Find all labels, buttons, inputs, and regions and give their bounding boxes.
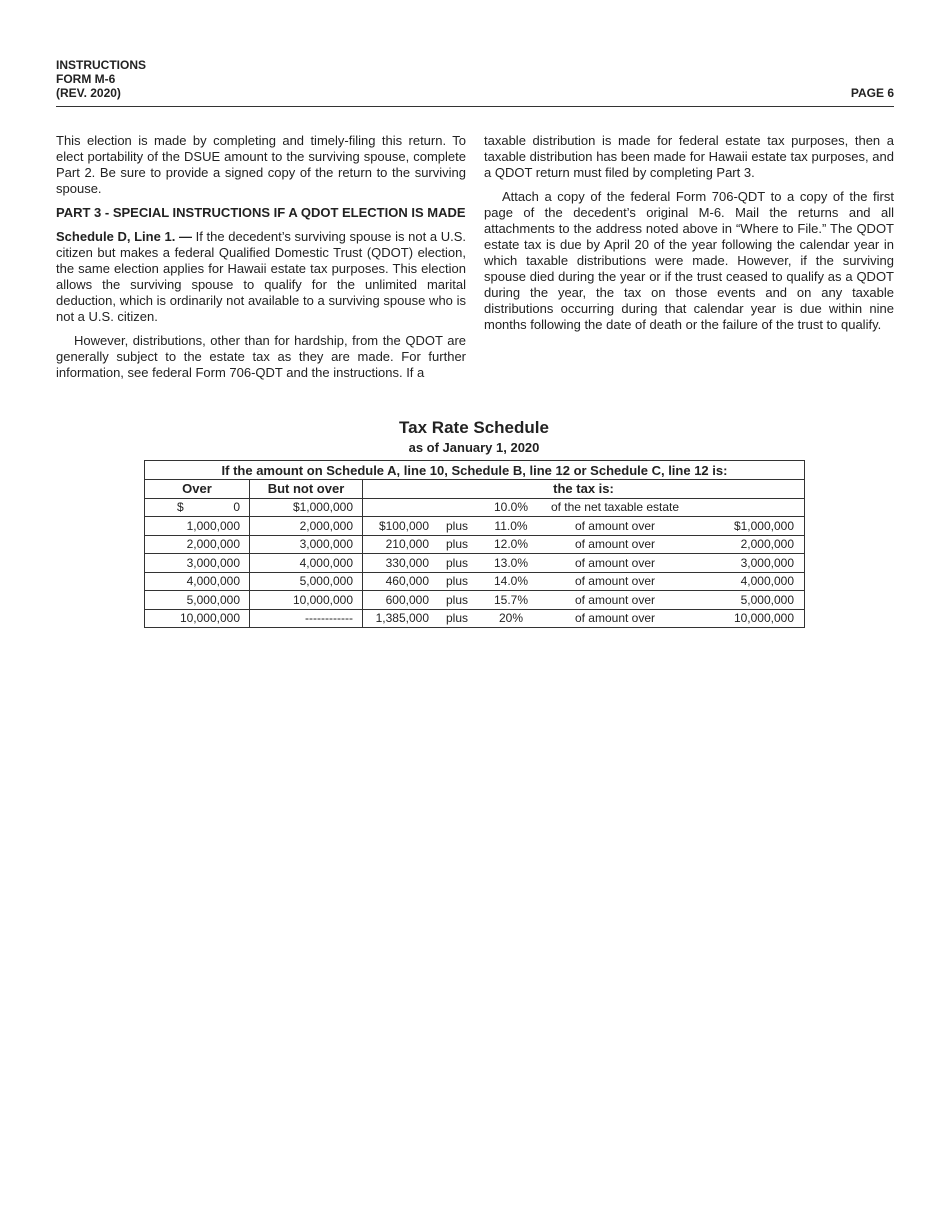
schedule-d-paragraph	[56, 229, 466, 325]
over-value: 0	[233, 500, 240, 515]
over-cell: 5,000,000	[145, 591, 250, 610]
tax-cell	[363, 609, 805, 628]
base-tax-value: 460,000	[385, 574, 429, 589]
distributions-paragraph: However, distributions, other than for hardship, from the QDOT are generally subject to the estate tax as they are made. For further information, see federal Form 706-QDT and the instructions. If a	[56, 333, 466, 380]
over-cell: 3,000,000	[145, 554, 250, 573]
rate-description: of amount over	[574, 537, 656, 552]
table-row	[145, 554, 805, 573]
portability-paragraph: This election is made by completing and timely-filing this return. To elect portability of the DSUE amount to the surviving spouse, complete Part 2. Be sure to provide a signed copy of the return to the surviving spouse.	[56, 133, 466, 196]
plus-label: plus	[445, 611, 468, 626]
over-cell: 10,000,000	[145, 609, 250, 628]
page-number: PAGE 6	[850, 86, 894, 100]
tax-table-subtitle: as of January 1, 2020	[408, 440, 540, 455]
not-over-column-header: But not over	[250, 480, 363, 499]
rate-description: of the net taxable estate	[550, 500, 680, 515]
part3-heading: PART 3 - SPECIAL INSTRUCTIONS IF A QDOT ELECTION IS MADE	[56, 205, 466, 220]
not-over-cell: 10,000,000	[250, 591, 363, 610]
condition-header: If the amount on Schedule A, line 10, Schedule B, line 12 or Schedule C, line 12 is:	[145, 461, 805, 480]
plus-label: plus	[445, 592, 468, 607]
condition-row	[145, 461, 805, 480]
plus-label: plus	[445, 555, 468, 570]
rate-value: 12.0%	[493, 537, 529, 552]
tax-cell	[363, 517, 805, 536]
over-cell: 1,000,000	[145, 517, 250, 536]
threshold-value: 10,000,000	[733, 611, 794, 626]
header-divider	[56, 106, 894, 107]
rate-description: of amount over	[574, 611, 656, 626]
tax-cell	[363, 572, 805, 591]
not-over-cell: 5,000,000	[250, 572, 363, 591]
plus-label: plus	[445, 574, 468, 589]
base-tax-value: 330,000	[385, 555, 429, 570]
tax-table-title: Tax Rate Schedule	[399, 418, 549, 437]
form-identifier	[56, 58, 894, 100]
tax-column-header: the tax is:	[363, 480, 805, 499]
plus-label: plus	[445, 537, 468, 552]
table-row	[145, 609, 805, 628]
table-row	[145, 572, 805, 591]
base-tax-value: 210,000	[385, 537, 429, 552]
schedule-d-text: If the decedent’s surviving spouse is not a U.S. citizen but makes a federal Qualified Domestic Trust (QDOT) election, the same election applies for Hawaii estate tax purposes. This election allows the surviving spouse to qualify for the unlimited marital deduction, which is ordinarily not available to a surviving spouse who is not a U.S. citizen.	[56, 229, 466, 324]
threshold-value: 5,000,000	[740, 592, 794, 607]
not-over-cell: 3,000,000	[250, 535, 363, 554]
base-tax-value: $100,000	[378, 518, 429, 533]
rate-value: 15.7%	[493, 592, 529, 607]
rate-value: 14.0%	[493, 574, 529, 589]
over-cell: 2,000,000	[145, 535, 250, 554]
rate-value: 13.0%	[493, 555, 529, 570]
header-revision: (REV. 2020)	[56, 86, 121, 100]
left-column	[56, 133, 466, 389]
threshold-value: 4,000,000	[740, 574, 794, 589]
base-tax-value: 600,000	[385, 592, 429, 607]
threshold-value: 3,000,000	[740, 555, 794, 570]
plus-label: plus	[445, 518, 468, 533]
rate-value: 10.0%	[493, 500, 529, 515]
over-cell	[145, 498, 250, 517]
threshold-value: $1,000,000	[733, 518, 794, 533]
tax-rate-table	[144, 460, 805, 628]
column-header-row	[145, 480, 805, 499]
rate-value: 20%	[498, 611, 524, 626]
rate-value: 11.0%	[494, 518, 528, 533]
table-row	[145, 498, 805, 517]
not-over-cell: ------------	[250, 609, 363, 628]
not-over-cell: $1,000,000	[250, 498, 363, 517]
tax-cell	[363, 591, 805, 610]
table-row	[145, 535, 805, 554]
base-tax-value: 1,385,000	[375, 611, 429, 626]
page-header	[56, 58, 894, 100]
threshold-value: 2,000,000	[740, 537, 794, 552]
over-cell: 4,000,000	[145, 572, 250, 591]
taxable-distribution-paragraph: taxable distribution is made for federal estate tax purposes, then a taxable distribution has been made for Hawaii estate tax purposes, and a QDOT return must filed by completing Part 3.	[484, 133, 894, 180]
not-over-cell: 2,000,000	[250, 517, 363, 536]
over-column-header: Over	[145, 480, 250, 499]
tax-cell	[363, 498, 805, 517]
table-row	[145, 591, 805, 610]
tax-cell	[363, 554, 805, 573]
not-over-cell: 4,000,000	[250, 554, 363, 573]
tax-cell	[363, 535, 805, 554]
rate-description: of amount over	[574, 518, 656, 533]
dollar-sign: $	[177, 500, 184, 515]
right-column	[484, 133, 894, 341]
rate-description: of amount over	[574, 574, 656, 589]
schedule-d-lead: Schedule D, Line 1. —	[56, 229, 192, 244]
attach-form-paragraph: Attach a copy of the federal Form 706-QDT to a copy of the first page of the decedent’s original M-6. Mail the returns and all attachments to the address noted above in “Where to File.” The QDOT estate tax is due by April 20 of the year following the calendar year in which taxable distributions were made. However, if the surviving spouse died during the year or if the trust ceased to qualify as a QDOT during the year, the tax on those events and on any taxable distributions occurring during that calendar year is due within nine months following the date of death or the failure of the trust to qualify.	[484, 189, 894, 332]
header-form-number: FORM M-6	[56, 72, 116, 86]
rate-description: of amount over	[574, 555, 656, 570]
header-instructions: INSTRUCTIONS	[56, 58, 146, 72]
table-row	[145, 517, 805, 536]
rate-description: of amount over	[574, 592, 656, 607]
